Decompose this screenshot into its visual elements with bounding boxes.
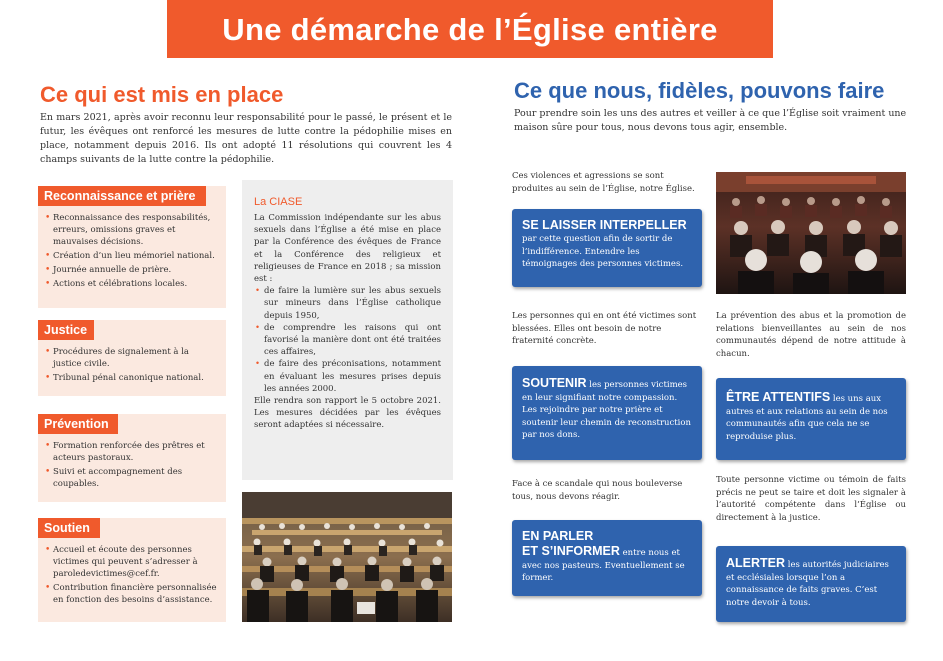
- ciase-title: La CIASE: [254, 196, 303, 208]
- left-intro: En mars 2021, après avoir reconnu leur responsabilité pour le passé, le présent et le futur, les évêques ont renforcé les mesures de lutte contre la pédophilie mises en place, notamment depuis 2016. Ils ont adopté 11 résolutions qui couvrent les 4 champs suivants de la lutte contre la pédophilie.: [40, 112, 452, 165]
- box-title: SOUTENIR: [522, 376, 587, 390]
- card-list: [38, 538, 226, 612]
- box-title: ET S’INFORMER: [522, 544, 620, 558]
- text-prevention: La prévention des abus et la promotion de relations bienveillantes au sein de nos communautés dépend de notre attitude à chacun.: [716, 311, 906, 359]
- box-en-parler: [512, 520, 702, 596]
- box-body: par cette question afin de sortir de l’indifférence. Entendre les témoignages des personnes victimes.: [522, 234, 684, 269]
- text-violences: Ces violences et agressions se sont produites au sein de l’Église, notre Église.: [512, 171, 695, 194]
- ciase-mission-list: [254, 285, 441, 395]
- list-item: • de faire la lumière sur les abus sexuels sur mineurs dans l’Église catholique depuis 1950,: [264, 285, 441, 322]
- ciase-panel: [242, 180, 453, 480]
- list-item: • de comprendre les raisons qui ont favorisé la manière dont ont été traitées ces affaires,: [264, 322, 441, 359]
- box-alerter: [716, 546, 906, 622]
- card-prevention: [38, 414, 226, 502]
- congregation-photo: [716, 172, 906, 294]
- card-title: Prévention: [38, 414, 118, 434]
- list-item: • Suivi et accompagnement des coupables.: [53, 466, 218, 490]
- list-item: • Journée annuelle de prière.: [53, 264, 218, 276]
- card-justice: [38, 320, 226, 396]
- list-item: • Reconnaissance des responsabilités, erreurs, omissions graves et mauvaises décisions.: [53, 212, 218, 249]
- list-item: • Procédures de signalement à la justice civile.: [53, 346, 218, 370]
- box-soutenir: [512, 366, 702, 460]
- left-heading: Ce qui est mis en place: [40, 82, 284, 107]
- ciase-report: Elle rendra son rapport le 5 octobre 2021. Les mesures décidées par les évêques seront adaptées si nécessaire.: [254, 396, 441, 431]
- text-temoin: Toute personne victime ou témoin de faits précis ne peut se taire et doit les signaler à l’autorité compétente dans l’Église ou directement à la justice.: [716, 475, 906, 523]
- list-item: • Contribution financière personnalisée en fonction des besoins d’assistance.: [53, 582, 218, 606]
- text-victimes: Les personnes qui en ont été victimes sont blessées. Elles ont besoin de notre fraternité concrète.: [512, 311, 697, 346]
- box-body: les autorités judiciaires et ecclésiales lorsque l’on a connaissance de faits graves. C’est notre devoir à tous.: [726, 560, 889, 608]
- box-title: EN PARLER: [522, 529, 594, 543]
- box-etre-attentifs: [716, 378, 906, 460]
- box-title: SE LAISSER INTERPELLER: [522, 218, 687, 232]
- text-scandale: Face à ce scandale qui nous bouleverse tous, nous devons réagir.: [512, 479, 683, 502]
- box-title: ALERTER: [726, 556, 786, 570]
- card-list: [38, 340, 226, 390]
- list-item: • de faire des préconisations, notamment en évaluant les mesures prises depuis les années 2000.: [264, 358, 441, 395]
- list-item: • Accueil et écoute des personnes victimes qui peuvent s’adresser à paroledevictimes@cef.fr.: [53, 544, 218, 581]
- list-item: • Formation renforcée des prêtres et acteurs pastoraux.: [53, 440, 218, 464]
- list-item: • Actions et célébrations locales.: [53, 278, 218, 290]
- box-body: les personnes victimes en leur signifiant notre compassion. Les rejoindre par notre prière et soutenir leur chemin de reconstruction par nos dons.: [522, 380, 691, 440]
- box-title: ÊTRE ATTENTIFS: [726, 390, 831, 404]
- assembly-photo: [242, 492, 452, 622]
- card-title: Reconnaissance et prière: [38, 186, 206, 206]
- ciase-description: La Commission indépendante sur les abus sexuels dans l’Église a été mise en place par la Conférence des évêques de France et la Conférence des religieux et religieuses de France en 2018 ; sa mission est :: [254, 213, 441, 285]
- right-intro: Pour prendre soin les uns des autres et veiller à ce que l’Église soit vraiment une maison sûre pour tous, nous devons tous agir, ensemble.: [514, 108, 907, 133]
- card-title: Justice: [38, 320, 94, 340]
- page-banner: Une démarche de l’Église entière: [167, 0, 773, 58]
- card-soutien: [38, 518, 226, 622]
- card-list: [38, 206, 226, 295]
- box-body: avec nos pasteurs. Eventuellement se former.: [522, 560, 685, 583]
- card-title: Soutien: [38, 518, 100, 538]
- card-list: [38, 434, 226, 496]
- list-item: • Création d’un lieu mémoriel national.: [53, 250, 218, 262]
- card-reconnaissance: [38, 186, 226, 308]
- list-item: • Tribunal pénal canonique national.: [53, 372, 218, 384]
- box-body: entre nous et: [619, 548, 680, 558]
- box-se-laisser-interpeller: [512, 209, 702, 287]
- right-heading: Ce que nous, fidèles, pouvons faire: [514, 78, 885, 103]
- box-body: les uns aux autres et aux relations au sein de nos communautés afin que cela ne se reproduise plus.: [726, 394, 888, 442]
